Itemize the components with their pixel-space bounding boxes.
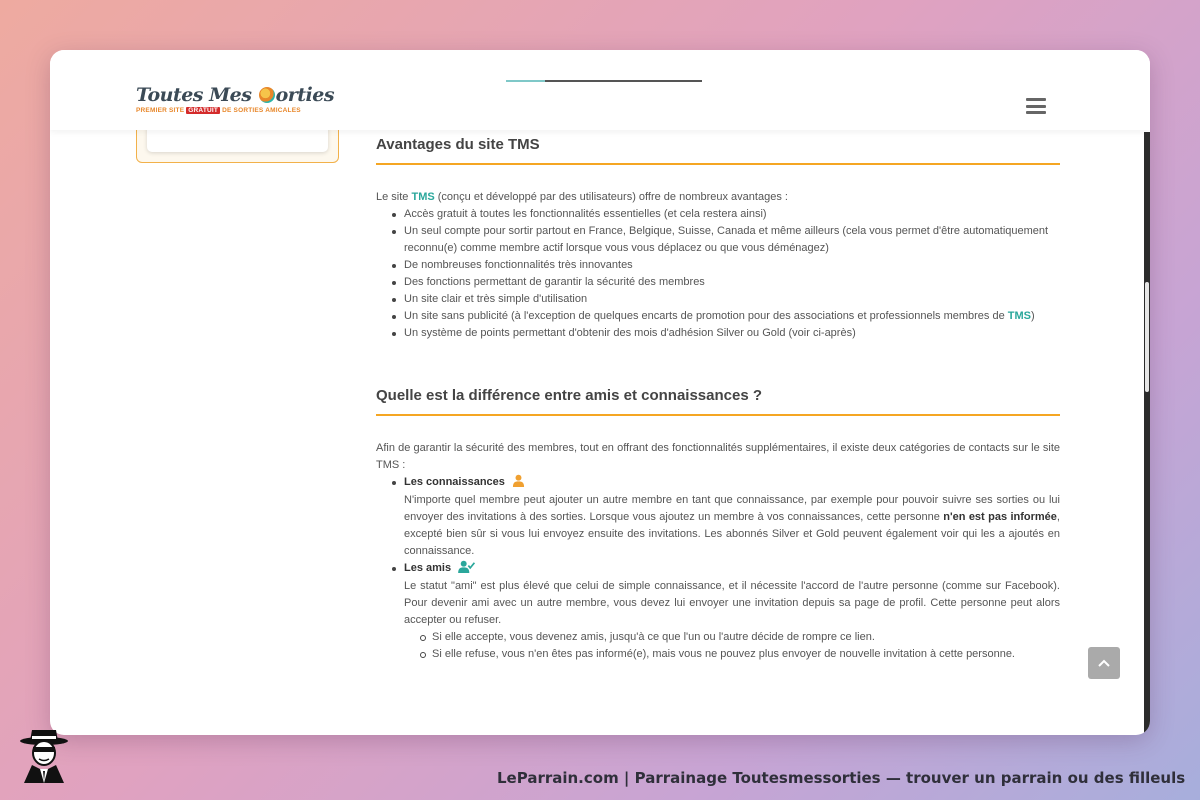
section-title-amis-connaissances: Quelle est la différence entre amis et connaissances ? bbox=[376, 387, 1060, 416]
site-logo[interactable] bbox=[136, 84, 335, 128]
section-title-avantages: Avantages du site TMS bbox=[376, 136, 1060, 165]
avantages-list bbox=[394, 206, 1060, 342]
scrollbar[interactable] bbox=[1144, 132, 1150, 735]
list-item: Un seul compte pour sortir partout en France, Belgique, Suisse, Canada et même ailleurs (cela vous permet d'être automatiquement reconnu(e) comme membre actif lorsque vous vous déplacez ou que vous déménagez) bbox=[394, 223, 1060, 257]
back-to-top-button[interactable] bbox=[1088, 647, 1120, 679]
reading-progress-bar bbox=[506, 80, 702, 82]
avantages-intro: Le site TMS (conçu et développé par des utilisateurs) offre de nombreux avantages : bbox=[376, 191, 788, 203]
contacts-list bbox=[394, 474, 1060, 663]
logo-title: Toutes Mes orties bbox=[136, 84, 335, 106]
list-item: Accès gratuit à toutes les fonctionnalités essentielles (et cela restera ainsi) bbox=[394, 206, 1060, 223]
main-content bbox=[376, 136, 1060, 663]
scrollbar-thumb[interactable] bbox=[1145, 282, 1149, 392]
list-item: Un site clair et très simple d'utilisation bbox=[394, 291, 1060, 308]
list-item: Un site sans publicité (à l'exception de quelques encarts de promotion pour des associations et professionnels membres de TMS) bbox=[394, 308, 1060, 325]
browser-window bbox=[50, 50, 1150, 735]
logo-tagline: PREMIER SITE GRATUIT DE SORTIES AMICALES bbox=[136, 107, 301, 114]
mascot-icon bbox=[18, 727, 70, 783]
footer-caption: LeParrain.com | Parrainage Toutesmessorties — trouver un parrain ou des filleuls bbox=[497, 769, 1186, 787]
list-item: Si elle refuse, vous n'en êtes pas informé(e), mais vous ne pouvez plus envoyer de nouvelle invitation à cette personne. bbox=[420, 646, 1060, 663]
list-item: Des fonctions permettant de garantir la sécurité des membres bbox=[394, 274, 1060, 291]
reading-progress-fill bbox=[506, 80, 545, 82]
tms-link[interactable]: TMS bbox=[411, 191, 435, 203]
list-item: De nombreuses fonctionnalités très innovantes bbox=[394, 257, 1060, 274]
amis-sublist bbox=[420, 629, 1060, 663]
list-item-connaissances bbox=[394, 474, 1060, 560]
globe-icon bbox=[259, 87, 275, 103]
hamburger-icon[interactable] bbox=[1026, 98, 1046, 114]
person-check-icon bbox=[458, 560, 475, 573]
list-item-amis bbox=[394, 560, 1060, 663]
amis-intro: Afin de garantir la sécurité des membres, tout en offrant des fonctionnalités supplémentaires, il existe deux catégories de contacts sur le site TMS : bbox=[376, 442, 1060, 471]
tms-link[interactable]: TMS bbox=[1007, 310, 1032, 322]
person-icon bbox=[512, 474, 525, 487]
list-item: Si elle accepte, vous devenez amis, jusqu'à ce que l'un ou l'autre décide de rompre ce lien. bbox=[420, 629, 1060, 646]
amis-title: Les amis bbox=[404, 562, 452, 574]
list-item: Un système de points permettant d'obtenir des mois d'adhésion Silver ou Gold (voir ci-après) bbox=[394, 325, 1060, 342]
connaissances-title: Les connaissances bbox=[404, 476, 505, 488]
amis-text: Le statut "ami" est plus élevé que celui de simple connaissance, et il nécessite l'accord de l'autre personne (comme sur Facebook). Pour devenir ami avec un autre membre, vous devez lui envoyer une invitation depuis sa page de profil. Cette personne peut alors accepter ou refuser. bbox=[404, 580, 1060, 626]
connaissances-text: N'importe quel membre peut ajouter un autre membre en tant que connaissance, par exemple pour pouvoir suivre ses sorties ou lui envoyer des invitations à des sorties. Lorsque vous ajoutez un membre à vos connaissances, cette personne n'en est pas informée, excepté bien sûr si vous lui envoyez ensuite des invitations. Les abonnés Silver et Gold peuvent également voir qui les a ajoutés en connaissance. bbox=[404, 494, 1060, 557]
site-header bbox=[50, 50, 1150, 130]
chevron-up-icon bbox=[1098, 659, 1110, 667]
